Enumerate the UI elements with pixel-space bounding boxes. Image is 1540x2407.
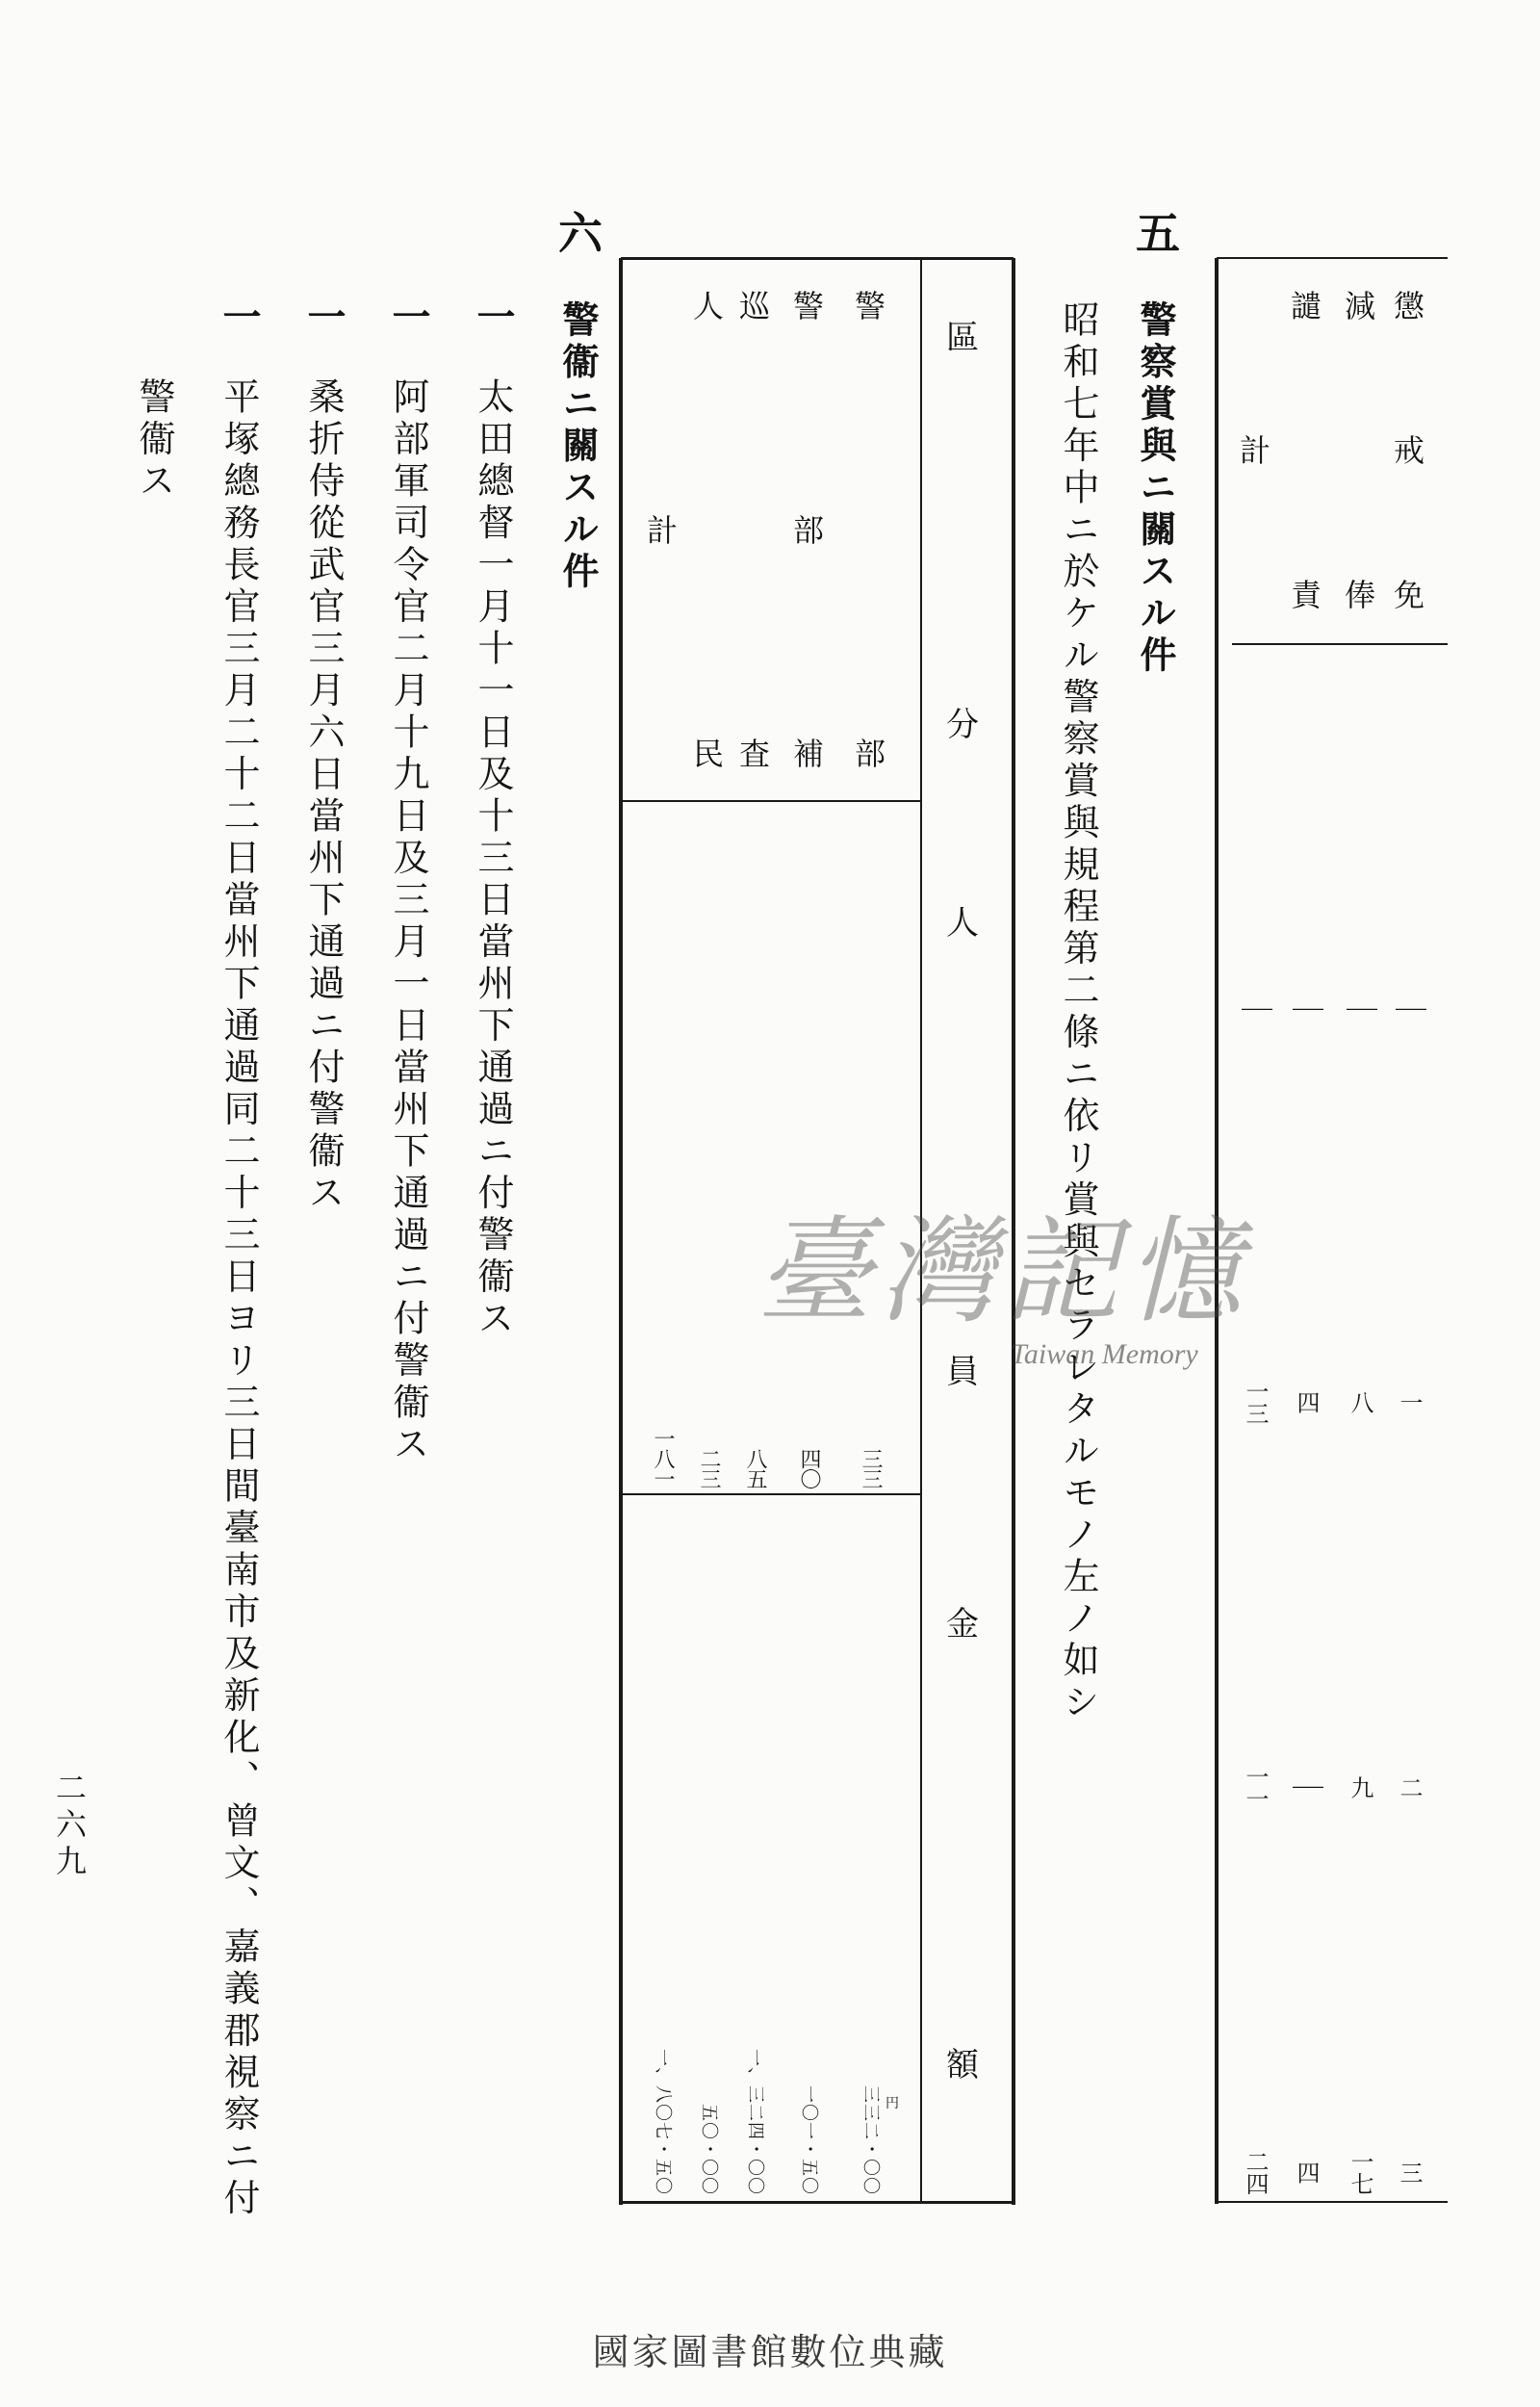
label-char: 人 xyxy=(692,288,725,324)
label-char: 計 xyxy=(646,511,679,549)
amount-cell: 五〇・〇〇 xyxy=(699,2104,719,2195)
label-char: 免 xyxy=(1393,577,1425,613)
section-title: 警衞ニ關スル件 xyxy=(556,300,600,594)
label-char: 金 xyxy=(946,1605,979,1643)
persons-cell: 一八一 xyxy=(651,1428,675,1488)
table-cell: 二 xyxy=(1396,1775,1423,1799)
table-bottom-rule xyxy=(621,2201,1014,2204)
label-char: 責 xyxy=(1290,577,1322,613)
label-char: 部 xyxy=(854,736,886,772)
label-char: 譴 xyxy=(1290,288,1322,324)
row-label-assistant-inspector xyxy=(792,288,825,772)
table-row-rule xyxy=(623,800,921,802)
row-label-inspector xyxy=(854,288,886,772)
amount-cell: 一、三二四・〇〇 xyxy=(745,2049,765,2195)
footer-archive-label: 國家圖書館數位典藏 xyxy=(592,2331,948,2373)
row-label-dismissal xyxy=(1393,288,1425,613)
row-label-total xyxy=(647,291,678,769)
label-char: 部 xyxy=(792,511,825,549)
persons-cell: 八五 xyxy=(743,1448,767,1488)
table-top-rule xyxy=(621,257,1014,260)
watermark-subtitle: Taiwan Memory xyxy=(1011,1338,1198,1370)
table-cell: 八 xyxy=(1347,1390,1373,1413)
table-cell: ｜ xyxy=(1342,994,1378,1024)
label-char: 巡 xyxy=(738,288,771,324)
list-item: 桑折侍從武官三月六日當州下通過ニ付警衞ス xyxy=(302,377,345,1215)
label-char: 警 xyxy=(792,288,825,324)
list-item: 阿部軍司令官二月十九日及三月一日當州下通過ニ付警衞ス xyxy=(387,377,429,1466)
label-char: 警 xyxy=(854,288,886,324)
table-header-rule xyxy=(1232,643,1448,645)
list-item: 平塚總務長官三月二十二日當州下通過同二十三日ヨリ三日間臺南市及新化、曾文、嘉義郡視察ニ付 xyxy=(218,377,260,2220)
list-item-continuation: 警衞ス xyxy=(133,377,175,504)
label-char: 査 xyxy=(738,736,771,772)
table-cell: 四 xyxy=(1293,1390,1320,1413)
label-char: 區 xyxy=(946,319,979,357)
watermark-logo: 臺灣記憶 xyxy=(757,1205,1249,1339)
table-cell: ｜ xyxy=(1237,994,1273,1024)
list-bullet: 一 xyxy=(386,297,431,335)
label-char: 計 xyxy=(1239,432,1271,469)
table-cell: ｜ xyxy=(1288,994,1324,1024)
label-char: 額 xyxy=(946,2046,979,2084)
table-cell: 九 xyxy=(1347,1775,1373,1799)
row-label-civilian xyxy=(692,288,725,772)
table-cell: 一一 xyxy=(1242,1765,1269,1809)
table-cell: ｜ xyxy=(1288,1772,1324,1802)
label-char: 員 xyxy=(946,1353,979,1391)
list-bullet: 一 xyxy=(301,297,346,335)
table-cell: ｜ xyxy=(1391,994,1427,1024)
page-number: 二六九 xyxy=(51,1772,88,1881)
persons-cell: 三三 xyxy=(859,1448,883,1488)
amount-cell: 一〇一・五〇 xyxy=(799,2085,819,2195)
amount-cell: 一、八〇七・五〇 xyxy=(653,2049,673,2195)
row-label-total xyxy=(1240,291,1270,610)
table-cell: 三 xyxy=(1396,2161,1423,2184)
row-label-reprimand xyxy=(1290,288,1322,613)
section-number: 五 xyxy=(1129,210,1181,254)
label-char: 民 xyxy=(692,736,725,772)
table-row-rule xyxy=(623,1493,921,1495)
table-cell: 一七 xyxy=(1347,2150,1373,2194)
list-bullet: 一 xyxy=(217,297,262,335)
label-char: 人 xyxy=(946,904,979,943)
row-label-pay-cut xyxy=(1344,288,1376,613)
section-title: 警察賞與ニ關スル件 xyxy=(1134,300,1177,678)
table-cell: 四 xyxy=(1293,2161,1320,2184)
label-char: 分 xyxy=(946,706,979,744)
table-bottom-rule xyxy=(1217,2201,1448,2203)
section-number: 六 xyxy=(552,210,603,254)
label-char: 戒 xyxy=(1393,432,1425,469)
table-cell: 一三 xyxy=(1242,1380,1269,1424)
table-left-border xyxy=(619,258,623,2205)
header-amount xyxy=(946,1605,979,2084)
persons-cell: 四〇 xyxy=(797,1448,821,1488)
label-char: 補 xyxy=(792,736,825,772)
label-char: 減 xyxy=(1344,288,1376,324)
currency-unit: 円 xyxy=(886,2096,899,2111)
persons-cell: 二三 xyxy=(697,1448,721,1488)
label-char: 俸 xyxy=(1344,577,1376,613)
section-body: 昭和七年中ニ於ケル警察賞與規程第二條ニ依リ賞與セラレタルモノ左ノ如シ xyxy=(1057,300,1099,1724)
table-cell: 一 xyxy=(1396,1390,1423,1413)
list-bullet: 一 xyxy=(471,297,516,335)
amount-cell: 三三二・〇〇 xyxy=(860,2085,881,2195)
list-item: 太田總督一月十一日及十三日當州下通過ニ付警衞ス xyxy=(472,377,514,1341)
row-label-patrolman xyxy=(738,288,771,772)
header-category xyxy=(946,319,979,744)
table-top-rule xyxy=(1217,257,1448,259)
table-cell: 二四 xyxy=(1242,2150,1269,2194)
label-char: 懲 xyxy=(1393,288,1425,324)
